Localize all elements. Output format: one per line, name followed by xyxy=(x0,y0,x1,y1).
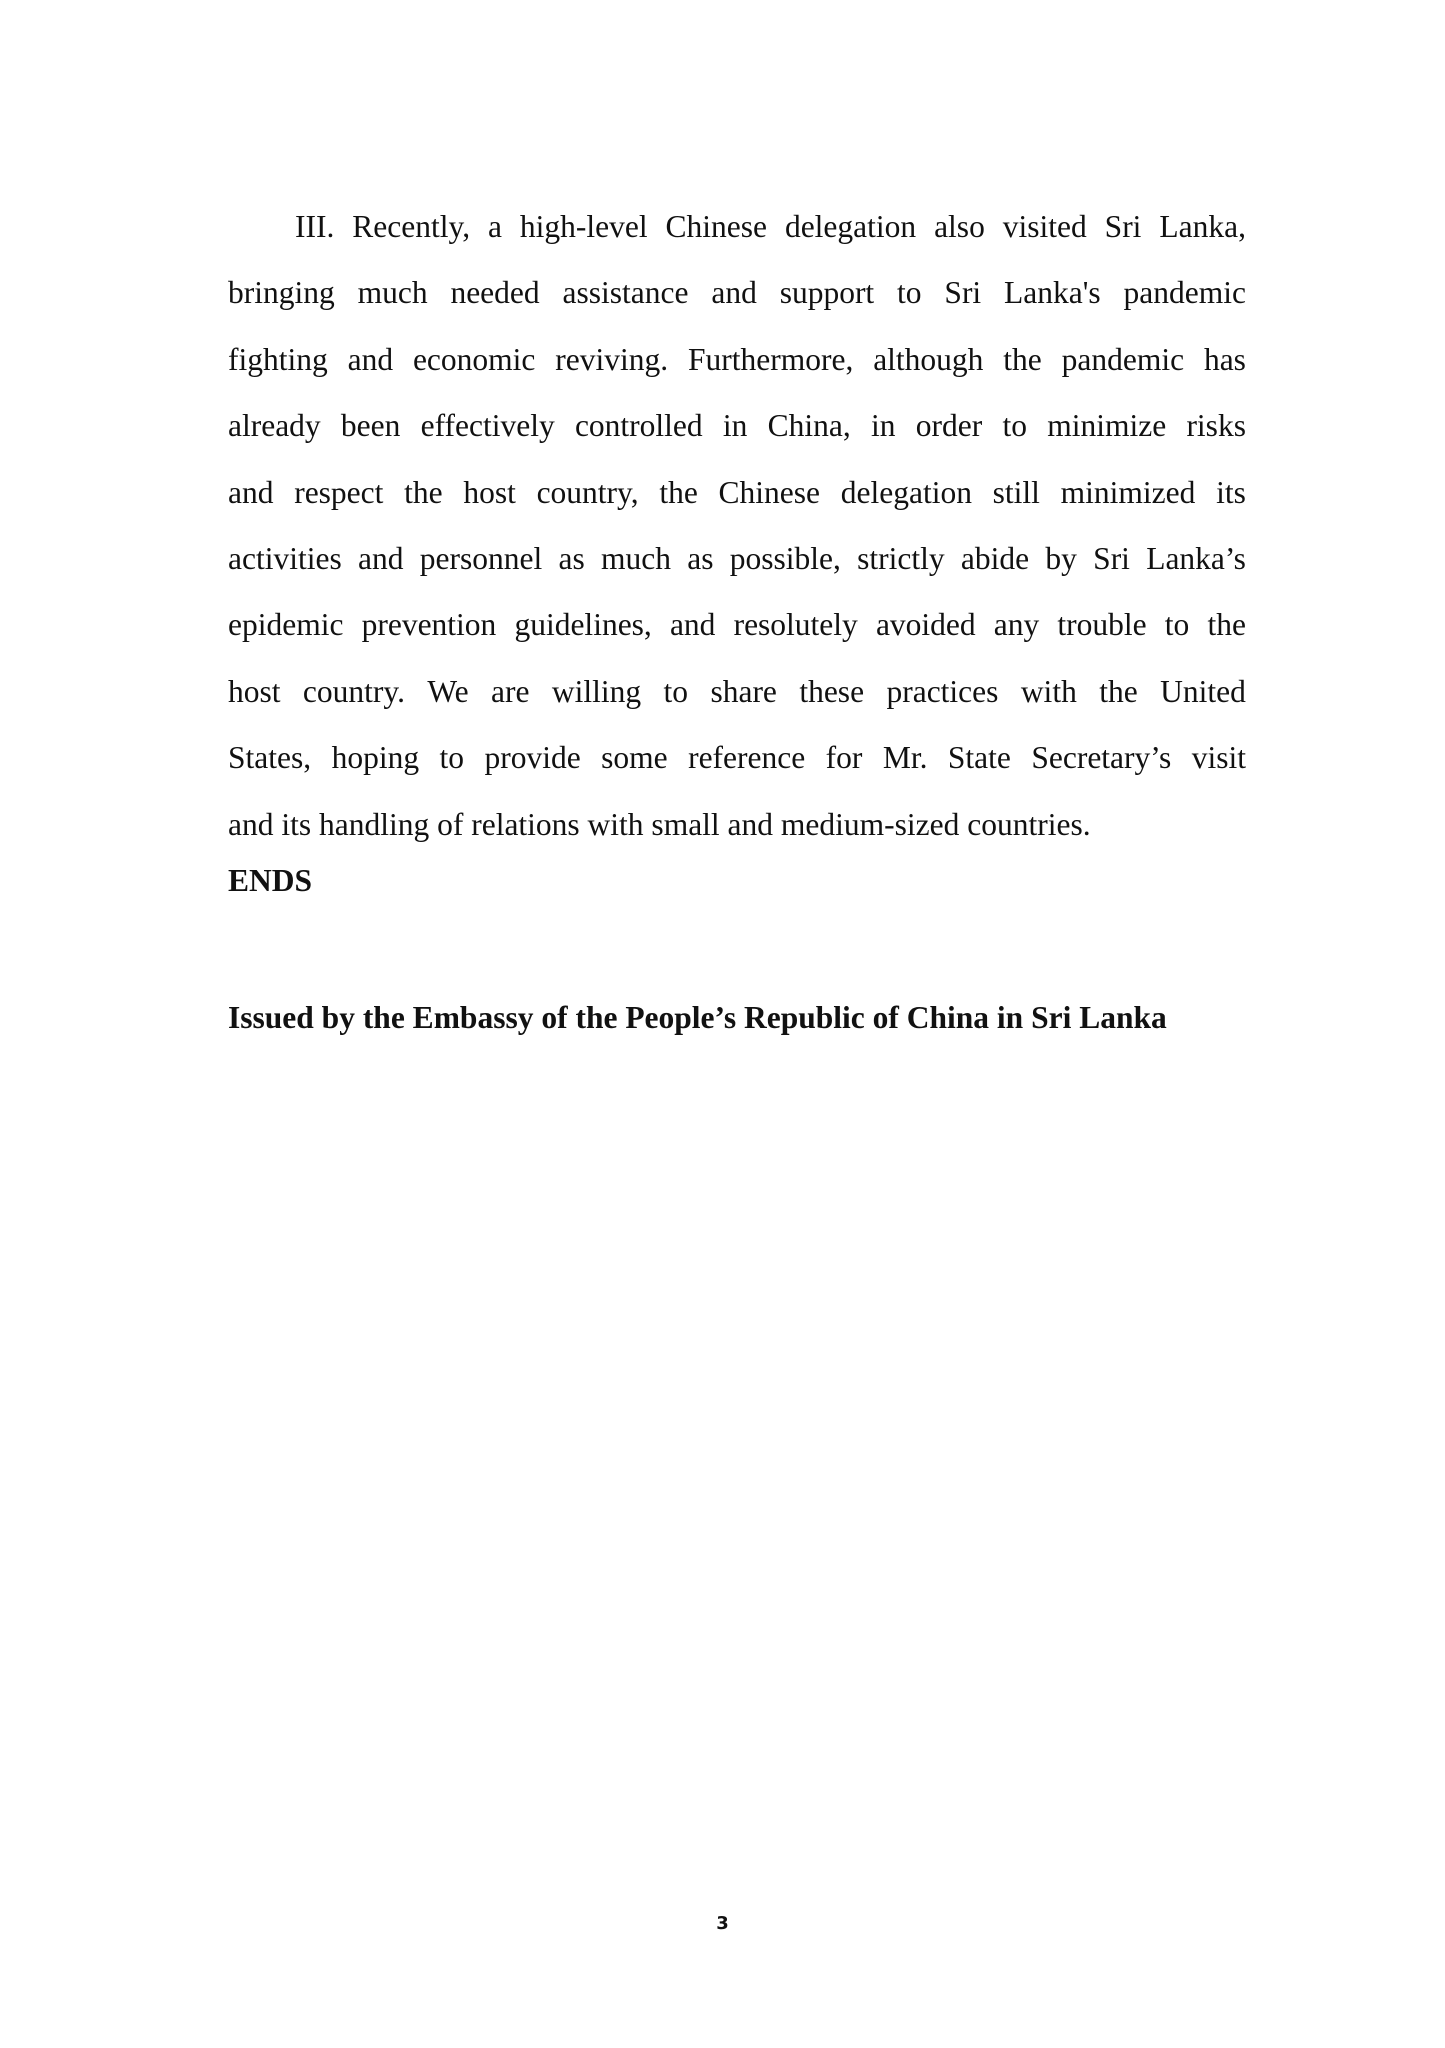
paragraph-line: III. Recently, a high-level Chinese delegation also visited Sri Lanka, xyxy=(295,209,1246,244)
paragraph-line: States, hoping to provide some reference for Mr. State Secretary’s visit xyxy=(228,740,1246,776)
ends-marker: ENDS xyxy=(228,863,313,898)
paragraph-line: bringing much needed assistance and support to Sri Lanka's pandemic xyxy=(228,275,1246,311)
paragraph-line: already been effectively controlled in China, in order to minimize risks xyxy=(228,408,1246,444)
paragraph-line: epidemic prevention guidelines, and resolutely avoided any trouble to the xyxy=(228,607,1246,643)
page-number: 3 xyxy=(716,1913,729,1934)
paragraph-line: activities and personnel as much as possible, strictly abide by Sri Lanka’s xyxy=(228,540,1246,576)
paragraph-line: fighting and economic reviving. Furthermore, although the pandemic has xyxy=(228,341,1246,377)
paragraph-line: and its handling of relations with small and medium-sized countries. xyxy=(228,806,1091,842)
paragraph-line: and respect the host country, the Chinese delegation still minimized its xyxy=(228,474,1246,510)
issuer-statement: Issued by the Embassy of the People’s Republic of China in Sri Lanka xyxy=(228,1000,1167,1035)
body-paragraph xyxy=(228,194,1246,858)
paragraph-line: host country. We are willing to share these practices with the United xyxy=(228,673,1246,709)
